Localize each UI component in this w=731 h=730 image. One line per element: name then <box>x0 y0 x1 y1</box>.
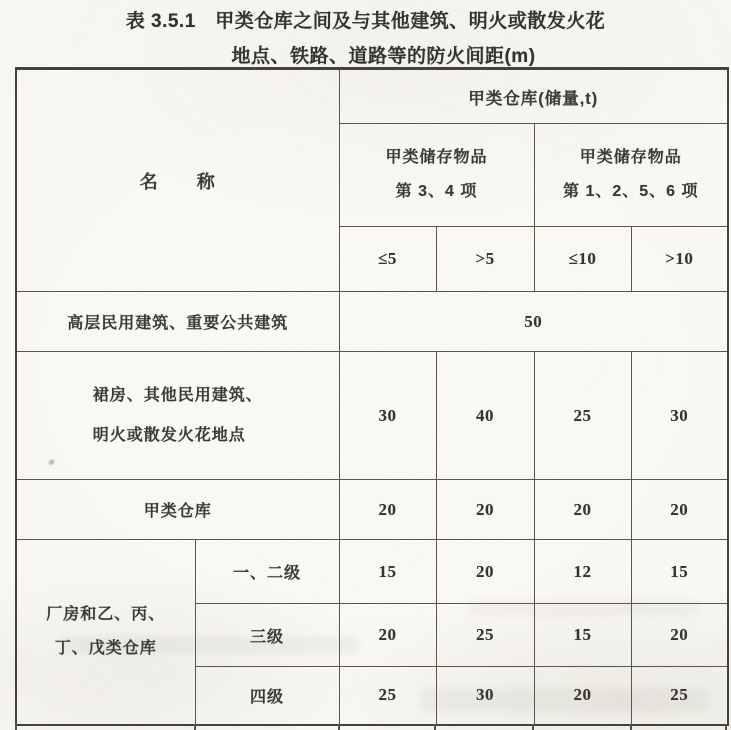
header-cell-items-1256 <box>534 124 728 227</box>
continuation-stub <box>434 724 436 730</box>
continuation-stub <box>630 724 632 730</box>
row-label-classA-warehouse: 甲类仓库 <box>16 480 339 540</box>
continuation-stub <box>194 724 196 730</box>
value-podium-le10: 25 <box>534 352 631 480</box>
continuation-stub <box>725 724 727 730</box>
row-label-factories-warehouses <box>16 540 195 725</box>
row-label-podium-civil <box>16 352 339 480</box>
table-row-podium-civil <box>16 352 728 480</box>
value-classA-gt10: 20 <box>631 480 728 540</box>
qty-header-le10: ≤10 <box>534 227 631 292</box>
factories-label-line1: 厂房和乙、丙、 <box>46 605 166 623</box>
value-classA-gt5: 20 <box>436 480 534 540</box>
value-grade3-gt10: 20 <box>631 604 728 667</box>
factories-label-line2: 丁、戊类仓库 <box>54 639 157 657</box>
items-3-4-line2: 第 3、4 项 <box>395 183 478 200</box>
value-highrise-all: 50 <box>339 292 728 352</box>
value-grade12-le5: 15 <box>339 540 436 604</box>
grade-label-4: 四级 <box>195 667 339 725</box>
value-grade12-gt5: 20 <box>436 540 534 604</box>
continuation-stub <box>15 724 17 730</box>
table-caption <box>0 6 731 68</box>
table-row-highrise <box>16 292 728 352</box>
header-cell-warehouse-group: 甲类仓库(储量,t) <box>339 69 728 124</box>
value-classA-le5: 20 <box>339 480 436 540</box>
value-podium-gt5: 40 <box>436 352 534 480</box>
table-row-grade12 <box>16 540 728 604</box>
value-grade4-le10: 20 <box>534 667 631 725</box>
items-3-4-line1: 甲类储存物品 <box>385 149 488 166</box>
scan-smudge-artifact <box>470 600 700 616</box>
table-row-classA-warehouse <box>16 480 728 540</box>
qty-header-gt10: >10 <box>631 227 728 292</box>
value-grade12-gt10: 15 <box>631 540 728 604</box>
grade-label-3: 三级 <box>195 604 339 667</box>
value-podium-gt10: 30 <box>631 352 728 480</box>
continuation-stub <box>532 724 534 730</box>
header-cell-name: 名 称 <box>16 69 339 292</box>
table-caption-line1: 表 3.5.1 甲类仓库之间及与其他建筑、明火或散发火花 <box>125 11 606 32</box>
table-caption-line2: 地点、铁路、道路等的防火间距(m) <box>231 46 536 67</box>
items-1256-line1: 甲类储存物品 <box>579 149 682 166</box>
value-grade12-le10: 12 <box>534 540 631 604</box>
value-grade3-le5: 20 <box>339 604 436 667</box>
items-1256-line2: 第 1、2、5、6 项 <box>563 183 699 200</box>
grade-label-1-2: 一、二级 <box>195 540 339 604</box>
qty-header-le5: ≤5 <box>339 227 436 292</box>
value-podium-le5: 30 <box>339 352 436 480</box>
value-grade4-gt10: 25 <box>631 667 728 725</box>
row-label-highrise: 高层民用建筑、重要公共建筑 <box>16 292 339 352</box>
value-grade3-le10: 15 <box>534 604 631 667</box>
value-grade3-gt5: 25 <box>436 604 534 667</box>
continuation-stub <box>338 724 340 730</box>
qty-header-gt5: >5 <box>436 227 534 292</box>
podium-label-line1: 裙房、其他民用建筑、 <box>92 386 263 404</box>
value-classA-le10: 20 <box>534 480 631 540</box>
scan-smudge-artifact <box>60 636 360 654</box>
value-grade4-gt5: 30 <box>436 667 534 725</box>
value-grade4-le5: 25 <box>339 667 436 725</box>
scan-smudge-artifact <box>420 688 710 712</box>
header-row-1 <box>16 69 728 124</box>
fire-separation-table <box>15 67 729 726</box>
podium-label-line2: 明火或散发火花地点 <box>92 426 246 444</box>
header-cell-items-3-4 <box>339 124 534 227</box>
